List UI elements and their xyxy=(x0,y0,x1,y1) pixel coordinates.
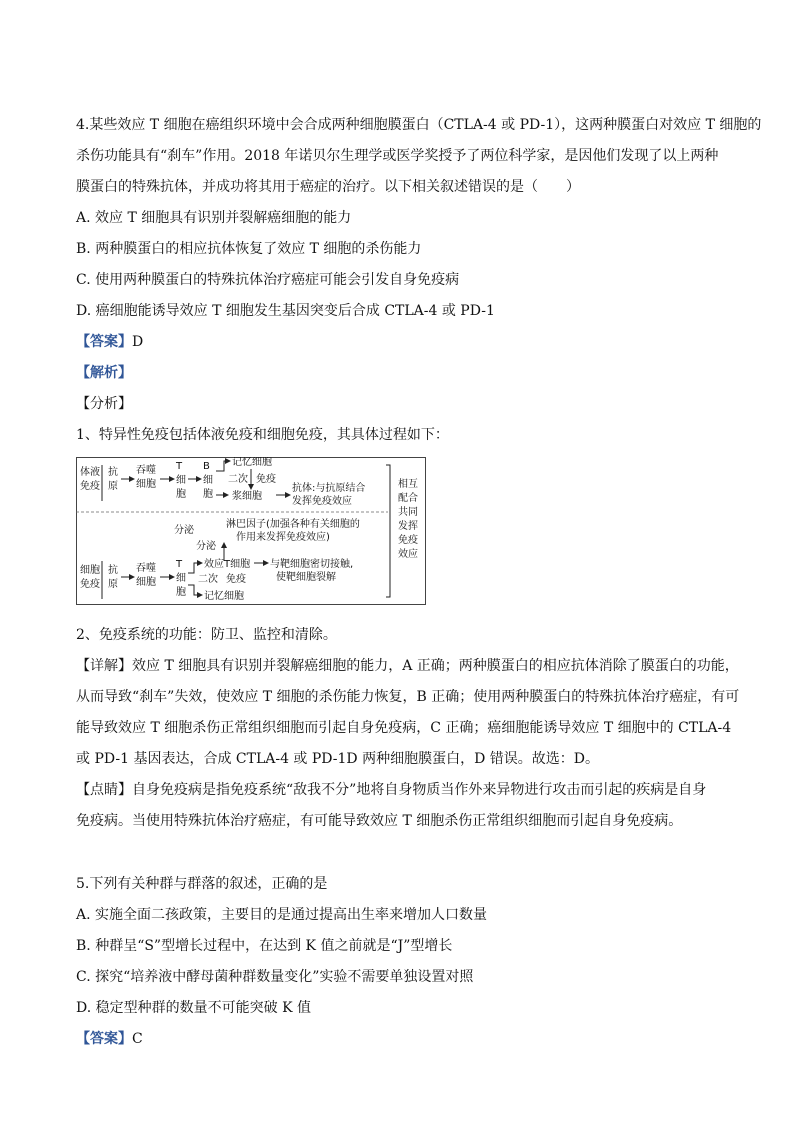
cellular-engulf-1: 吞噬 xyxy=(136,563,156,574)
cellular-label-2: 免疫 xyxy=(80,579,100,590)
cellular-t-2: 细 xyxy=(176,573,186,584)
cellular-immunity: 免疫 xyxy=(226,574,246,585)
q4-point2: 2、免疫系统的功能：防卫、监控和清除。 xyxy=(76,627,337,643)
cellular-arrow-memory xyxy=(188,585,202,595)
q4-point1: 1、特异性免疫包括体液免疫和细胞免疫，其具体过程如下： xyxy=(76,427,449,443)
humoral-immunity: 免疫 xyxy=(256,474,276,485)
humoral-plasma-cell: 浆细胞 xyxy=(232,491,262,502)
q4-stem-line2: 杀伤功能具有“刹车”作用。2018 年诺贝尔生理学或医学奖授予了两位科学家，是因他们发现了以上两种 xyxy=(76,148,719,164)
humoral-b-2: 细 xyxy=(203,475,213,486)
q5-answer xyxy=(76,1029,734,1049)
q5-answer-tag: 【答案】 xyxy=(76,1031,132,1047)
cellular-effector-t: 效应T细胞 xyxy=(204,559,251,570)
answer-value: D xyxy=(132,334,144,350)
answer-tag: 【答案】 xyxy=(76,334,132,350)
q4-dianjing-line2: 免疫病。当使用特殊抗体治疗癌症，有可能导致效应 T 细胞杀伤正常组织细胞而引起自身免疫病。 xyxy=(76,813,683,829)
cellular-antigen-2: 原 xyxy=(108,579,118,590)
humoral-label-1: 体液 xyxy=(80,467,100,478)
cooperate-4: 发挥 xyxy=(398,521,418,532)
cooperate-5: 免疫 xyxy=(398,535,418,546)
cellular-antigen-1: 抗 xyxy=(108,565,118,576)
q4-option-a: A. 效应 T 细胞具有识别并裂解癌细胞的能力 xyxy=(76,210,352,226)
humoral-antibody-1: 抗体:与抗原结合 xyxy=(292,483,366,494)
q5-option-b: B. 种群呈“S”型增长过程中，在达到 K 值之前就是“J”型增长 xyxy=(76,938,453,954)
cooperate-6: 效应 xyxy=(398,549,418,560)
humoral-engulf-1: 吞噬 xyxy=(136,465,156,476)
cellular-target-1: 与靶细胞密切接触, xyxy=(270,559,354,570)
q5-answer-value: C xyxy=(132,1031,143,1047)
cellular-secrete-1: 分泌 xyxy=(174,525,194,536)
humoral-second: 二次 xyxy=(228,474,248,485)
humoral-engulf-2: 细胞 xyxy=(136,479,156,490)
cellular-secrete-2: 分泌 xyxy=(196,541,216,552)
cellular-memory-cell: 记忆细胞 xyxy=(204,591,244,602)
cellular-engulf-2: 细胞 xyxy=(136,577,156,588)
humoral-arrow-memory xyxy=(216,461,230,471)
q4-detail-line4: 或 PD-1 基因表达，合成 CTLA-4 或 PD-1D 两种细胞膜蛋白，D 错误。故选：D。 xyxy=(76,751,600,767)
cellular-label-1: 细胞 xyxy=(80,565,100,576)
q5-option-c: C. 探究“培养液中酵母菌种群数量变化”实验不需要单独设置对照 xyxy=(76,969,474,985)
cellular-lymphokine-1: 淋巴因子(加强各种有关细胞的 xyxy=(226,519,360,530)
q4-stem-line1: 4.某些效应 T 细胞在癌组织环境中会合成两种细胞膜蛋白（CTLA-4 或 PD-1），这两种膜蛋白对效应 T 细胞的 xyxy=(76,117,762,133)
q4-option-c: C. 使用两种膜蛋白的特殊抗体治疗癌症可能会引发自身免疫病 xyxy=(76,272,460,288)
humoral-t-3: 胞 xyxy=(176,489,186,500)
humoral-b-1: B xyxy=(203,461,210,472)
humoral-antibody-2: 发挥免疫效应 xyxy=(292,496,352,507)
humoral-t-2: 细 xyxy=(176,475,186,486)
cellular-arrow-effector xyxy=(188,563,202,573)
q4-answer xyxy=(76,332,734,352)
q4-option-b: B. 两种膜蛋白的相应抗体恢复了效应 T 细胞的杀伤能力 xyxy=(76,241,422,257)
q4-stem-line3: 膜蛋白的特殊抗体，并成功将其用于癌症的治疗。以下相关叙述错误的是（ ） xyxy=(76,179,580,195)
q4-detail-line1 xyxy=(76,656,739,676)
cellular-t-1: T xyxy=(176,559,183,570)
dianjing-tag: 【点睛】 xyxy=(76,782,132,798)
q4-analysis-heading xyxy=(76,363,734,383)
cooperate-2: 配合 xyxy=(398,493,418,504)
dianjing-text-1: 自身免疫病是指免疫系统“敌我不分”地将自身物质当作外来异物进行攻击而引起的疾病是自身 xyxy=(132,782,707,798)
detail-text-1: 效应 T 细胞具有识别并裂解癌细胞的能力，A 正确；两种膜蛋白的相应抗体消除了膜蛋白的功能， xyxy=(132,658,739,674)
cooperate-1: 相互 xyxy=(398,479,418,490)
cellular-second: 二次 xyxy=(198,574,218,585)
humoral-label-2: 免疫 xyxy=(80,481,100,492)
cellular-lymphokine-2: 作用来发挥免疫效应) xyxy=(236,532,330,543)
humoral-b-3: 胞 xyxy=(203,489,213,500)
fenxi-tag: 【分析】 xyxy=(76,396,132,412)
q4-detail-line2: 从而导致“刹车”失效，使效应 T 细胞的杀伤能力恢复，B 正确；使用两种膜蛋白的特殊抗体治疗癌症，有可 xyxy=(76,689,740,705)
detail-tag: 【详解】 xyxy=(76,658,132,674)
q5-stem: 5.下列有关种群与群落的叙述，正确的是 xyxy=(76,876,328,892)
cellular-target-2: 使靶细胞裂解 xyxy=(276,572,336,583)
humoral-memory-cell: 记忆细胞 xyxy=(232,457,272,468)
humoral-antigen-2: 原 xyxy=(108,481,118,492)
q5-option-d: D. 稳定型种群的数量不可能突破 K 值 xyxy=(76,1000,311,1016)
cooperate-brace xyxy=(386,465,390,597)
q4-option-d: D. 癌细胞能诱导效应 T 细胞发生基因突变后合成 CTLA-4 或 PD-1 xyxy=(76,303,495,319)
humoral-t-1: T xyxy=(176,461,183,472)
analysis-tag: 【解析】 xyxy=(76,365,132,381)
cooperate-3: 共同 xyxy=(398,507,418,518)
q5-option-a: A. 实施全面二孩政策，主要目的是通过提高出生率来增加人口数量 xyxy=(76,907,488,923)
q4-fenxi-heading xyxy=(76,394,734,414)
q4-dianjing-line1 xyxy=(76,780,734,800)
cellular-t-3: 胞 xyxy=(176,587,186,598)
immunity-process-diagram xyxy=(76,457,426,605)
humoral-antigen-1: 抗 xyxy=(108,467,118,478)
q4-detail-line3: 能导致效应 T 细胞杀伤正常组织细胞而引起自身免疫病，C 正确；癌细胞能诱导效应 T 细胞中的 CTLA-4 xyxy=(76,720,732,736)
